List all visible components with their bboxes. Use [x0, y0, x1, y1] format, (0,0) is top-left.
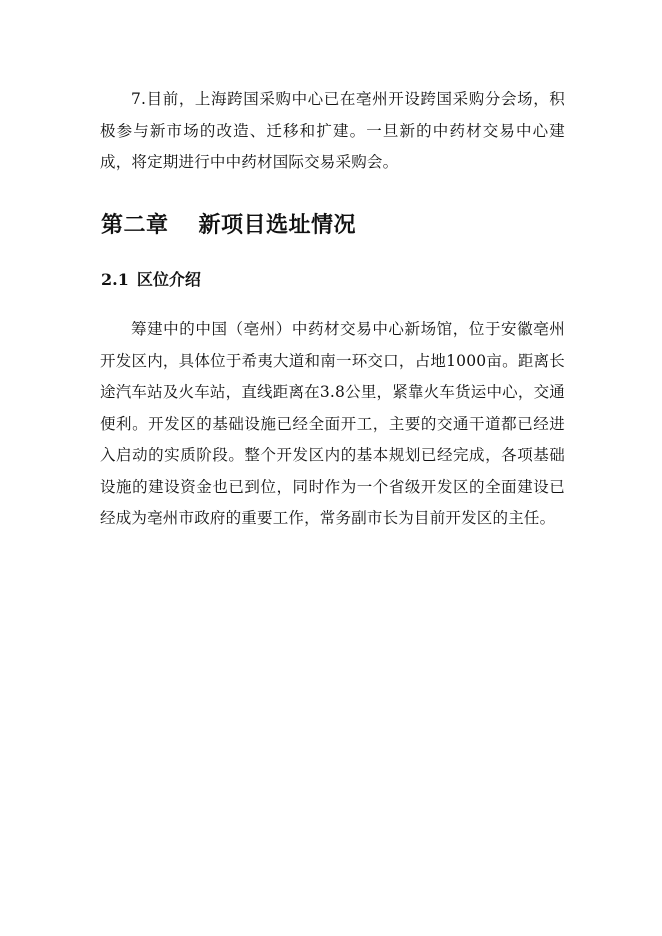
section-number: 2.1: [101, 270, 129, 289]
location-paragraph: 筹建中的中国（亳州）中药材交易中心新场馆，位于安徽亳州开发区内，具体位于希夷大道和南一环交口，占地1000亩。距离长途汽车站及火车站，直线距离在3.8公里，紧靠火车货运中心，交通便利。开发区的基础设施已经全面开工，主要的交通干道都已经进入启动的实质阶段。整个开发区内的基本规划已经完成，各项基础设施的建设资金也已到位，同时作为一个省级开发区的全面建设已经成为亳州市政府的重要工作，常务副市长为目前开发区的主任。: [100, 320, 565, 527]
section-heading: [101, 266, 201, 294]
chapter-heading: [101, 206, 356, 244]
chapter-title-text: 新项目选址情况: [198, 212, 357, 238]
chapter-number: 第二章: [101, 212, 169, 238]
intro-paragraph: 7.目前，上海跨国采购中心已在亳州开设跨国采购分会场，积极参与新市场的改造、迁移和扩建。一旦新的中药材交易中心建成，将定期进行中中药材国际交易采购会。: [100, 90, 565, 171]
section-title-text: 区位介绍: [136, 270, 201, 289]
